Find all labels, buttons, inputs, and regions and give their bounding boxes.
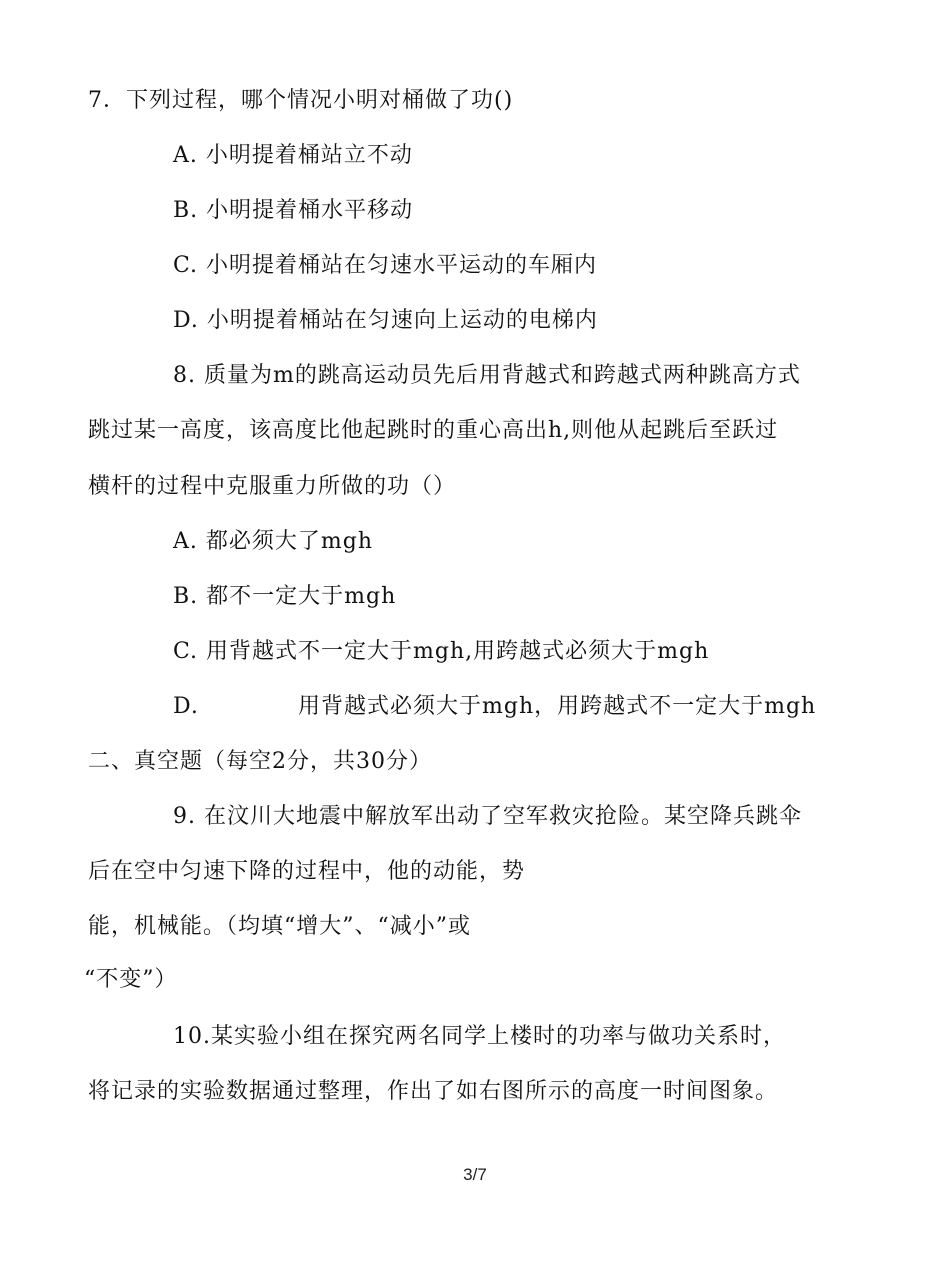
q8-option-b: B. 都不一定大于mgh [173, 584, 397, 609]
section-heading: 二、真空题（每空2分，共30分） [88, 749, 432, 774]
q8-stem-line-3: 横杆的过程中克服重力所做的功（） [88, 474, 457, 499]
q7-option-d: D. 小明提着桶站在匀速向上运动的电梯内 [173, 308, 598, 333]
q9-line-1: 9. 在汶川大地震中解放军出动了空军救灾抢险。某空降兵跳伞 [173, 804, 802, 829]
q7-option-b: B. 小明提着桶水平移动 [173, 198, 414, 223]
q10-line-2: 将记录的实验数据通过整理，作出了如右图所示的高度一时间图象。 [88, 1079, 779, 1104]
q8-option-c: C. 用背越式不一定大于mgh,用跨越式必须大于mgh [173, 639, 710, 664]
q7-stem: 7．下列过程，哪个情况小明对桶做了功() [88, 88, 514, 113]
q10-line-1: 10.某实验小组在探究两名同学上楼时的功率与做功关系时， [173, 1024, 786, 1049]
page-number: 3/7 [463, 1165, 487, 1184]
q7-option-a: A. 小明提着桶站立不动 [173, 143, 413, 168]
q7-option-c: C. 小明提着桶站在匀速水平运动的车厢内 [173, 253, 598, 278]
q9-line-2: 后在空中匀速下降的过程中，他的动能，势 [88, 859, 526, 884]
q8-option-d-letter: D. [173, 694, 199, 719]
q8-stem-line-2: 跳过某一高度，该高度比他起跳时的重心高出h,则他从起跳后至跃过 [88, 418, 779, 443]
q9-line-4: “不变”） [84, 967, 178, 992]
q9-line-3: 能，机械能。（均填“增大”、“减小”或 [88, 914, 471, 939]
q8-option-a: A. 都必须大了mgh [173, 529, 373, 554]
q8-stem-line-1: 8. 质量为m的跳高运动员先后用背越式和跨越式两种跳高方式 [173, 363, 801, 388]
q8-option-d-text: 用背越式必须大于mgh，用跨越式不一定大于mgh [298, 694, 817, 719]
